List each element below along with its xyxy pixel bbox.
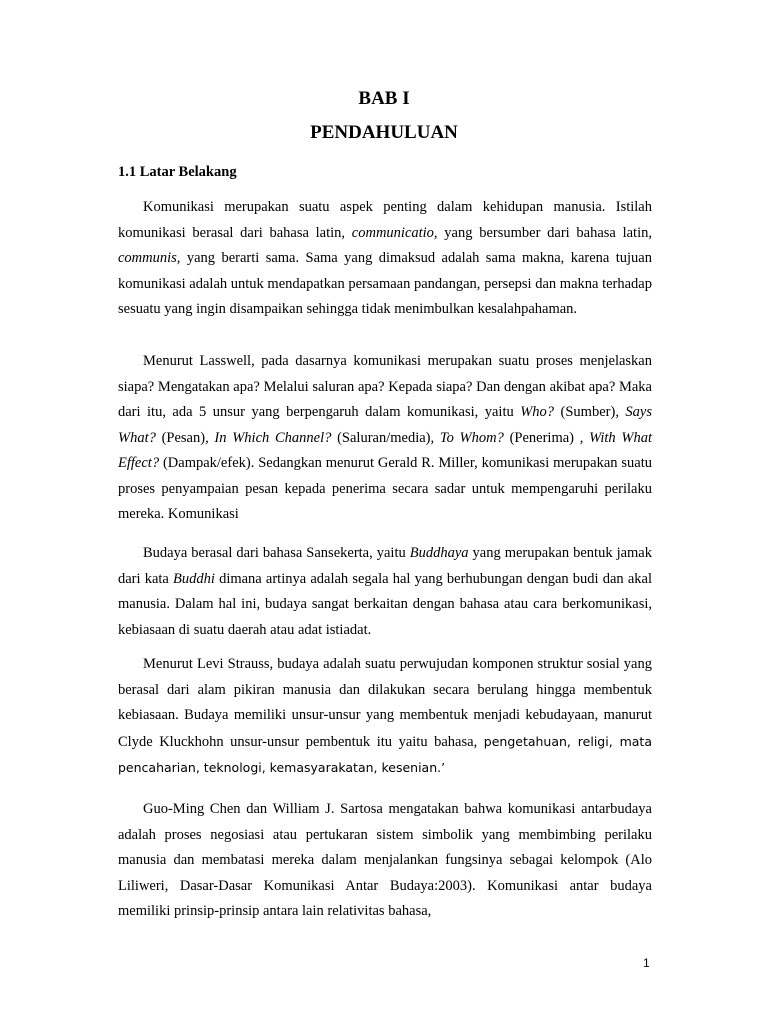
p3-text: dimana artinya adalah segala hal yang berhubungan dengan budi dan akal manusia. Dalam hal ini, budaya sangat berkaitan dengan bahasa atau cara berkomunikasi, kebiasaan di suatu daerah atau adat istiadat. [118,570,652,638]
p3-text: yang merupakan bentuk jamak dari kata [118,545,652,587]
p3-text: Budaya berasal dari bahasa Sansekerta, yaitu [143,545,410,561]
paragraph-1 [118,195,652,323]
p2-text: (Penerima) [503,429,580,446]
p2-text: (Pesan) [155,429,206,446]
p2-text: (Dampak/efek). Sedangkan menurut Gerald R. Miller, komunikasi merupakan suatu proses penyampaian pesan kepada penerima secara sadar untuk mempengaruhi perilaku mereka. Komunikasi [118,455,652,522]
paragraph-3 [118,541,652,643]
paragraph-5 [118,797,652,925]
p2-italic-to-whom: , To Whom? [430,429,504,446]
p3-italic-buddhi: Buddhi [173,570,215,587]
p2-italic-in-which-channel: , In Which Channel? [205,429,332,446]
p4-sans-text: pengetahuan, religi, mata pencaharian, teknologi, kemasyarakatan, kesenian.’ [118,733,652,775]
p2-text: (Sumber) [554,404,616,420]
section-heading: 1.1 Latar Belakang [118,164,237,180]
paragraph-4 [118,652,652,782]
p2-italic-with-what-effect: , With What Effect? [118,429,652,471]
paragraph-2 [118,349,652,528]
p1-text: yang bersumber dari bahasa latin, [437,224,652,241]
p3-italic-buddhaya: Buddhaya [409,545,469,561]
chapter-subtitle: PENDAHULUAN [310,122,458,143]
p2-italic-who: Who? [520,404,555,420]
p2-text: (Saluran/media) [331,429,431,446]
p4-text: Menurut Levi Strauss, budaya adalah suatu perwujudan komponen struktur sosial yang berasal dari alam pikiran manusia dan dilakukan secara berulang hingga membentuk kebiasaan. Budaya memiliki unsur-unsur yang membentuk menjadi kebudayaan, manurut Clyde Kluckhohn unsur-unsur pembentuk itu yaitu bahasa, [118,656,652,750]
page-number: 1 [643,956,650,970]
p5-text: Guo-Ming Chen dan William J. Sartosa mengatakan bahwa komunikasi antarbudaya adalah proses negosiasi atau pertukaran sistem simbolik yang membimbing perilaku manusia dan membatasi mereka dalam menjalankan fungsinya sebagai kelompok (Alo Liliweri, Dasar-Dasar Komunikasi Antar Budaya:2003). Komunikasi antar budaya memiliki prinsip-prinsip antara lain relativitas bahasa, [118,801,652,919]
p1-text: yang berarti sama. Sama yang dimaksud adalah sama makna, karena tujuan komunikasi adalah untuk mendapatkan persamaan pandangan, persepsi dan makna terhadap sesuatu yang ingin disampaikan sehingga tidak menimbulkan kesalahpahaman. [118,250,652,317]
p2-text: Menurut Lasswell, pada dasarnya komunikasi merupakan suatu proses menjelaskan siapa? Mengatakan apa? Melalui saluran apa? Kepada siapa? Dan dengan akibat apa? Maka dari itu, ada 5 unsur yang berpengaruh dalam komunikasi, yaitu [118,353,652,420]
p1-text: Komunikasi merupakan suatu aspek penting dalam kehidupan manusia. Istilah komunikasi berasal dari bahasa latin, [118,199,652,241]
chapter-title: BAB I [358,88,410,109]
p1-italic-communis: communis, [118,250,181,266]
p2-italic-says-what: , Says What? [118,404,652,446]
p1-italic-communicatio: communicatio, [351,224,438,241]
